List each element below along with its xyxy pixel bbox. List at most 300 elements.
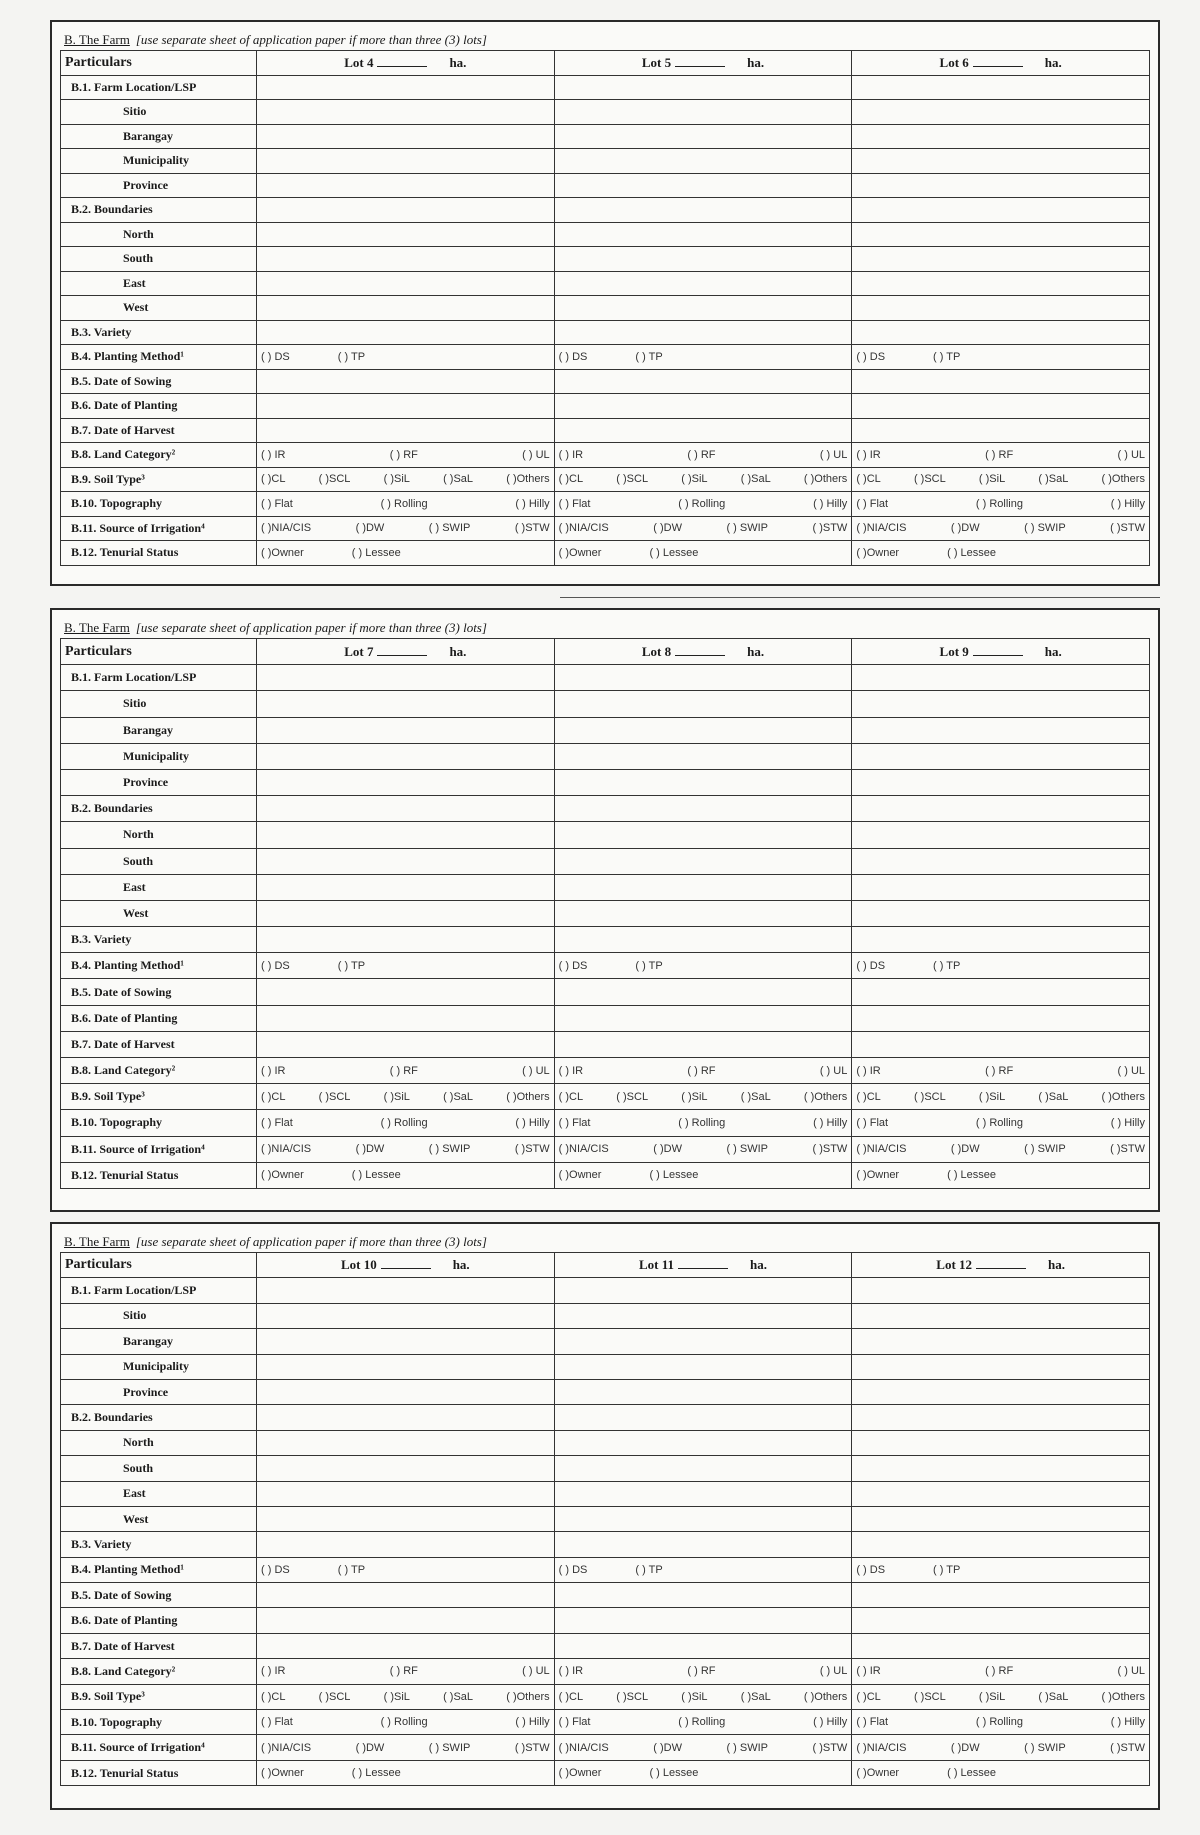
option-nia-cis-checkbox[interactable]: ( )NIA/CIS (856, 1143, 907, 1156)
lot-value-cell[interactable] (852, 1303, 1150, 1328)
lot-value-cell[interactable] (852, 1506, 1150, 1531)
lot-value-cell[interactable] (554, 1481, 852, 1506)
lot-value-cell[interactable] (257, 541, 555, 566)
lot-value-cell[interactable] (554, 1005, 852, 1031)
option-cl-checkbox[interactable]: ( )CL (558, 473, 584, 486)
lot-value-cell[interactable] (554, 691, 852, 717)
option-rf-checkbox[interactable]: ( ) RF (985, 448, 1014, 461)
option-flat-checkbox[interactable]: ( ) Flat (261, 1716, 293, 1729)
lot-value-cell[interactable] (554, 443, 852, 468)
lot-value-cell[interactable] (257, 1557, 555, 1582)
lot-value-cell[interactable] (852, 124, 1150, 149)
option-others-checkbox[interactable]: ( )Others (1101, 473, 1145, 486)
lot-value-cell[interactable] (852, 1583, 1150, 1608)
option-tp-checkbox[interactable]: ( ) TP (635, 1563, 663, 1576)
lot-value-cell[interactable] (852, 492, 1150, 517)
option-ir-checkbox[interactable]: ( ) IR (856, 448, 881, 461)
option-rolling-checkbox[interactable]: ( ) Rolling (975, 497, 1023, 510)
lot-value-cell[interactable] (257, 369, 555, 394)
option-rf-checkbox[interactable]: ( ) RF (985, 1665, 1014, 1678)
lot-value-cell[interactable] (257, 1136, 555, 1162)
option-swip-checkbox[interactable]: ( ) SWIP (1024, 1143, 1066, 1156)
option-owner-checkbox[interactable]: ( )Owner (856, 546, 900, 559)
option-swip-checkbox[interactable]: ( ) SWIP (428, 1143, 471, 1156)
option-swip-checkbox[interactable]: ( ) SWIP (1024, 1741, 1066, 1754)
lot-value-cell[interactable] (554, 222, 852, 247)
lot-value-cell[interactable] (257, 874, 555, 900)
option-cl-checkbox[interactable]: ( )CL (261, 1090, 286, 1103)
lot-value-cell[interactable] (554, 1735, 852, 1760)
option-ir-checkbox[interactable]: ( ) IR (558, 1665, 584, 1678)
option-stw-checkbox[interactable]: ( )STW (812, 1143, 848, 1156)
option-others-checkbox[interactable]: ( )Others (1101, 1690, 1145, 1703)
lot-value-cell[interactable] (257, 1710, 555, 1735)
lot-value-cell[interactable] (554, 874, 852, 900)
lot-value-cell[interactable] (852, 1608, 1150, 1633)
option-ul-checkbox[interactable]: ( ) UL (1117, 1665, 1145, 1678)
lot-value-cell[interactable] (554, 149, 852, 174)
lot-value-cell[interactable] (852, 320, 1150, 345)
option-lessee-checkbox[interactable]: ( ) Lessee (649, 1767, 699, 1779)
lot-value-cell[interactable] (257, 75, 555, 100)
lot-value-cell[interactable] (554, 665, 852, 691)
lot-value-cell[interactable] (554, 900, 852, 926)
lot-value-cell[interactable] (554, 1557, 852, 1582)
lot-value-cell[interactable] (554, 75, 852, 100)
option-flat-checkbox[interactable]: ( ) Flat (261, 1116, 293, 1129)
lot-value-cell[interactable] (554, 1379, 852, 1404)
lot-value-cell[interactable] (554, 796, 852, 822)
lot-value-cell[interactable] (257, 516, 555, 541)
lot-value-cell[interactable] (257, 953, 555, 979)
lot-value-cell[interactable] (554, 1583, 852, 1608)
option-swip-checkbox[interactable]: ( ) SWIP (726, 522, 768, 535)
lot-value-cell[interactable] (257, 1084, 555, 1110)
lot-value-cell[interactable] (554, 1031, 852, 1057)
option-sil-checkbox[interactable]: ( )SiL (681, 1690, 708, 1703)
option-dw-checkbox[interactable]: ( )DW (950, 522, 980, 535)
option-ul-checkbox[interactable]: ( ) UL (522, 1665, 550, 1678)
option-tp-checkbox[interactable]: ( ) TP (933, 959, 961, 972)
option-sil-checkbox[interactable]: ( )SiL (681, 1090, 708, 1103)
option-tp-checkbox[interactable]: ( ) TP (635, 959, 663, 972)
option-scl-checkbox[interactable]: ( )SCL (616, 1690, 649, 1703)
option-hilly-checkbox[interactable]: ( ) Hilly (515, 1116, 550, 1129)
lot-value-cell[interactable] (554, 1532, 852, 1557)
option-ul-checkbox[interactable]: ( ) UL (819, 448, 848, 461)
lot-area-field[interactable] (973, 645, 1023, 656)
option-sil-checkbox[interactable]: ( )SiL (383, 1090, 410, 1103)
option-lessee-checkbox[interactable]: ( ) Lessee (947, 1767, 997, 1779)
option-swip-checkbox[interactable]: ( ) SWIP (428, 522, 471, 535)
lot-value-cell[interactable] (257, 1633, 555, 1658)
lot-value-cell[interactable] (257, 1659, 555, 1684)
option-nia-cis-checkbox[interactable]: ( )NIA/CIS (261, 522, 312, 535)
option-lessee-checkbox[interactable]: ( ) Lessee (947, 546, 997, 559)
option-dw-checkbox[interactable]: ( )DW (355, 522, 385, 535)
option-ul-checkbox[interactable]: ( ) UL (522, 1064, 550, 1077)
lot-value-cell[interactable] (852, 848, 1150, 874)
lot-value-cell[interactable] (257, 1760, 555, 1785)
lot-value-cell[interactable] (554, 100, 852, 125)
option-others-checkbox[interactable]: ( )Others (803, 1690, 848, 1703)
option-dw-checkbox[interactable]: ( )DW (950, 1143, 980, 1156)
lot-value-cell[interactable] (554, 927, 852, 953)
lot-value-cell[interactable] (852, 1684, 1150, 1709)
lot-value-cell[interactable] (554, 124, 852, 149)
lot-value-cell[interactable] (852, 394, 1150, 419)
option-others-checkbox[interactable]: ( )Others (506, 1090, 550, 1103)
option-cl-checkbox[interactable]: ( )CL (261, 473, 286, 486)
option-others-checkbox[interactable]: ( )Others (506, 473, 550, 486)
option-stw-checkbox[interactable]: ( )STW (812, 522, 848, 535)
lot-value-cell[interactable] (852, 149, 1150, 174)
lot-value-cell[interactable] (852, 467, 1150, 492)
option-rolling-checkbox[interactable]: ( ) Rolling (380, 1116, 428, 1129)
option-hilly-checkbox[interactable]: ( ) Hilly (1110, 1716, 1145, 1729)
lot-area-field[interactable] (675, 56, 725, 67)
option-nia-cis-checkbox[interactable]: ( )NIA/CIS (558, 1741, 609, 1754)
lot-value-cell[interactable] (257, 1354, 555, 1379)
lot-value-cell[interactable] (257, 1506, 555, 1531)
option-stw-checkbox[interactable]: ( )STW (514, 1143, 550, 1156)
option-rolling-checkbox[interactable]: ( ) Rolling (380, 497, 428, 510)
lot-value-cell[interactable] (852, 900, 1150, 926)
option-owner-checkbox[interactable]: ( )Owner (856, 1767, 900, 1779)
option-scl-checkbox[interactable]: ( )SCL (913, 1690, 946, 1703)
option-ul-checkbox[interactable]: ( ) UL (819, 1665, 848, 1678)
option-sil-checkbox[interactable]: ( )SiL (978, 1090, 1006, 1103)
option-sil-checkbox[interactable]: ( )SiL (383, 1690, 410, 1703)
lot-value-cell[interactable] (852, 271, 1150, 296)
lot-value-cell[interactable] (554, 1710, 852, 1735)
lot-value-cell[interactable] (852, 1354, 1150, 1379)
option-rf-checkbox[interactable]: ( ) RF (389, 1064, 418, 1077)
lot-value-cell[interactable] (257, 822, 555, 848)
option-lessee-checkbox[interactable]: ( ) Lessee (351, 1767, 401, 1779)
option-sal-checkbox[interactable]: ( )SaL (1038, 1090, 1069, 1103)
lot-value-cell[interactable] (554, 1303, 852, 1328)
option-nia-cis-checkbox[interactable]: ( )NIA/CIS (856, 522, 907, 535)
option-flat-checkbox[interactable]: ( ) Flat (558, 1716, 591, 1729)
lot-value-cell[interactable] (554, 1110, 852, 1136)
lot-value-cell[interactable] (852, 222, 1150, 247)
lot-value-cell[interactable] (852, 1058, 1150, 1084)
lot-value-cell[interactable] (257, 443, 555, 468)
lot-value-cell[interactable] (554, 418, 852, 443)
option-rolling-checkbox[interactable]: ( ) Rolling (975, 1116, 1023, 1129)
option-ds-checkbox[interactable]: ( ) DS (856, 959, 886, 972)
lot-value-cell[interactable] (852, 1532, 1150, 1557)
option-dw-checkbox[interactable]: ( )DW (355, 1143, 385, 1156)
lot-value-cell[interactable] (852, 1379, 1150, 1404)
option-cl-checkbox[interactable]: ( )CL (558, 1090, 584, 1103)
option-ds-checkbox[interactable]: ( ) DS (558, 350, 588, 363)
lot-value-cell[interactable] (257, 296, 555, 321)
lot-value-cell[interactable] (852, 443, 1150, 468)
lot-value-cell[interactable] (852, 927, 1150, 953)
lot-value-cell[interactable] (852, 1084, 1150, 1110)
option-ir-checkbox[interactable]: ( ) IR (558, 1064, 584, 1077)
lot-value-cell[interactable] (554, 271, 852, 296)
lot-value-cell[interactable] (257, 1303, 555, 1328)
option-ds-checkbox[interactable]: ( ) DS (261, 350, 290, 363)
lot-value-cell[interactable] (554, 717, 852, 743)
lot-value-cell[interactable] (852, 1162, 1150, 1188)
option-owner-checkbox[interactable]: ( )Owner (558, 1767, 602, 1779)
lot-value-cell[interactable] (852, 100, 1150, 125)
lot-value-cell[interactable] (257, 796, 555, 822)
lot-value-cell[interactable] (852, 369, 1150, 394)
option-flat-checkbox[interactable]: ( ) Flat (558, 497, 591, 510)
option-scl-checkbox[interactable]: ( )SCL (318, 1090, 351, 1103)
lot-value-cell[interactable] (554, 296, 852, 321)
lot-value-cell[interactable] (257, 979, 555, 1005)
option-stw-checkbox[interactable]: ( )STW (1110, 522, 1145, 535)
option-ir-checkbox[interactable]: ( ) IR (558, 448, 584, 461)
option-swip-checkbox[interactable]: ( ) SWIP (726, 1143, 768, 1156)
lot-value-cell[interactable] (554, 1329, 852, 1354)
option-ds-checkbox[interactable]: ( ) DS (558, 1563, 588, 1576)
option-sil-checkbox[interactable]: ( )SiL (978, 473, 1006, 486)
lot-value-cell[interactable] (852, 1430, 1150, 1455)
lot-value-cell[interactable] (257, 848, 555, 874)
lot-value-cell[interactable] (257, 492, 555, 517)
option-scl-checkbox[interactable]: ( )SCL (616, 473, 649, 486)
lot-value-cell[interactable] (852, 1110, 1150, 1136)
lot-value-cell[interactable] (257, 173, 555, 198)
option-scl-checkbox[interactable]: ( )SCL (913, 1090, 946, 1103)
option-sal-checkbox[interactable]: ( )SaL (443, 473, 474, 486)
lot-value-cell[interactable] (257, 1405, 555, 1430)
lot-value-cell[interactable] (554, 1058, 852, 1084)
lot-value-cell[interactable] (257, 1608, 555, 1633)
option-others-checkbox[interactable]: ( )Others (803, 1090, 848, 1103)
lot-value-cell[interactable] (852, 1329, 1150, 1354)
option-sal-checkbox[interactable]: ( )SaL (443, 1690, 474, 1703)
lot-value-cell[interactable] (257, 665, 555, 691)
lot-value-cell[interactable] (257, 394, 555, 419)
lot-value-cell[interactable] (852, 1710, 1150, 1735)
option-sil-checkbox[interactable]: ( )SiL (978, 1690, 1006, 1703)
option-owner-checkbox[interactable]: ( )Owner (261, 1169, 304, 1182)
option-lessee-checkbox[interactable]: ( ) Lessee (649, 1169, 699, 1182)
lot-value-cell[interactable] (852, 247, 1150, 272)
lot-value-cell[interactable] (257, 198, 555, 223)
lot-value-cell[interactable] (257, 1379, 555, 1404)
option-ul-checkbox[interactable]: ( ) UL (819, 1064, 848, 1077)
option-ds-checkbox[interactable]: ( ) DS (558, 959, 588, 972)
lot-value-cell[interactable] (257, 1481, 555, 1506)
option-owner-checkbox[interactable]: ( )Owner (558, 546, 602, 559)
lot-value-cell[interactable] (554, 979, 852, 1005)
option-dw-checkbox[interactable]: ( )DW (355, 1741, 385, 1754)
lot-value-cell[interactable] (852, 516, 1150, 541)
lot-value-cell[interactable] (257, 1058, 555, 1084)
lot-value-cell[interactable] (852, 1557, 1150, 1582)
lot-value-cell[interactable] (852, 1405, 1150, 1430)
option-rf-checkbox[interactable]: ( ) RF (687, 1665, 716, 1678)
lot-value-cell[interactable] (554, 1162, 852, 1188)
lot-value-cell[interactable] (554, 467, 852, 492)
lot-value-cell[interactable] (852, 953, 1150, 979)
option-scl-checkbox[interactable]: ( )SCL (616, 1090, 649, 1103)
option-others-checkbox[interactable]: ( )Others (506, 1690, 550, 1703)
lot-value-cell[interactable] (554, 492, 852, 517)
lot-value-cell[interactable] (852, 541, 1150, 566)
option-owner-checkbox[interactable]: ( )Owner (261, 1767, 304, 1779)
option-swip-checkbox[interactable]: ( ) SWIP (428, 1741, 471, 1754)
lot-value-cell[interactable] (257, 418, 555, 443)
lot-value-cell[interactable] (257, 1684, 555, 1709)
option-flat-checkbox[interactable]: ( ) Flat (856, 1716, 889, 1729)
option-ir-checkbox[interactable]: ( ) IR (856, 1665, 881, 1678)
lot-area-field[interactable] (973, 56, 1023, 67)
option-tp-checkbox[interactable]: ( ) TP (933, 350, 961, 363)
lot-area-field[interactable] (377, 645, 427, 656)
option-nia-cis-checkbox[interactable]: ( )NIA/CIS (261, 1143, 312, 1156)
lot-value-cell[interactable] (852, 198, 1150, 223)
lot-value-cell[interactable] (257, 1456, 555, 1481)
option-rf-checkbox[interactable]: ( ) RF (687, 1064, 716, 1077)
lot-value-cell[interactable] (257, 1329, 555, 1354)
option-scl-checkbox[interactable]: ( )SCL (913, 473, 946, 486)
lot-value-cell[interactable] (852, 75, 1150, 100)
option-dw-checkbox[interactable]: ( )DW (653, 1143, 682, 1156)
lot-value-cell[interactable] (554, 848, 852, 874)
option-sal-checkbox[interactable]: ( )SaL (1038, 473, 1069, 486)
lot-value-cell[interactable] (257, 1162, 555, 1188)
option-ds-checkbox[interactable]: ( ) DS (261, 1563, 290, 1576)
option-rf-checkbox[interactable]: ( ) RF (389, 448, 418, 461)
lot-value-cell[interactable] (852, 979, 1150, 1005)
option-ir-checkbox[interactable]: ( ) IR (261, 1064, 286, 1077)
lot-value-cell[interactable] (257, 124, 555, 149)
lot-value-cell[interactable] (554, 516, 852, 541)
lot-value-cell[interactable] (554, 198, 852, 223)
option-rolling-checkbox[interactable]: ( ) Rolling (678, 1116, 726, 1129)
option-hilly-checkbox[interactable]: ( ) Hilly (1110, 497, 1145, 510)
option-others-checkbox[interactable]: ( )Others (803, 473, 848, 486)
lot-value-cell[interactable] (852, 1456, 1150, 1481)
option-hilly-checkbox[interactable]: ( ) Hilly (1110, 1116, 1145, 1129)
lot-value-cell[interactable] (852, 691, 1150, 717)
option-scl-checkbox[interactable]: ( )SCL (318, 1690, 351, 1703)
option-nia-cis-checkbox[interactable]: ( )NIA/CIS (856, 1741, 907, 1754)
lot-value-cell[interactable] (554, 1684, 852, 1709)
lot-value-cell[interactable] (852, 769, 1150, 795)
lot-value-cell[interactable] (257, 149, 555, 174)
lot-value-cell[interactable] (852, 296, 1150, 321)
option-ds-checkbox[interactable]: ( ) DS (856, 1563, 886, 1576)
option-sal-checkbox[interactable]: ( )SaL (740, 1090, 771, 1103)
lot-area-field[interactable] (381, 1258, 431, 1269)
lot-value-cell[interactable] (852, 418, 1150, 443)
lot-value-cell[interactable] (257, 1278, 555, 1303)
option-sil-checkbox[interactable]: ( )SiL (681, 473, 708, 486)
lot-value-cell[interactable] (257, 927, 555, 953)
option-hilly-checkbox[interactable]: ( ) Hilly (813, 497, 848, 510)
option-ul-checkbox[interactable]: ( ) UL (1117, 448, 1145, 461)
lot-value-cell[interactable] (554, 1278, 852, 1303)
option-swip-checkbox[interactable]: ( ) SWIP (1024, 522, 1066, 535)
option-cl-checkbox[interactable]: ( )CL (856, 473, 881, 486)
option-owner-checkbox[interactable]: ( )Owner (558, 1169, 602, 1182)
lot-value-cell[interactable] (554, 1506, 852, 1531)
lot-value-cell[interactable] (852, 1481, 1150, 1506)
lot-value-cell[interactable] (852, 1760, 1150, 1785)
lot-value-cell[interactable] (257, 1735, 555, 1760)
option-owner-checkbox[interactable]: ( )Owner (856, 1169, 900, 1182)
lot-value-cell[interactable] (257, 247, 555, 272)
lot-value-cell[interactable] (554, 1633, 852, 1658)
option-dw-checkbox[interactable]: ( )DW (653, 1741, 682, 1754)
lot-value-cell[interactable] (852, 173, 1150, 198)
lot-value-cell[interactable] (554, 1405, 852, 1430)
lot-value-cell[interactable] (852, 717, 1150, 743)
lot-value-cell[interactable] (257, 320, 555, 345)
option-flat-checkbox[interactable]: ( ) Flat (558, 1116, 591, 1129)
option-tp-checkbox[interactable]: ( ) TP (933, 1563, 961, 1576)
lot-value-cell[interactable] (257, 1583, 555, 1608)
option-dw-checkbox[interactable]: ( )DW (950, 1741, 980, 1754)
lot-value-cell[interactable] (852, 1005, 1150, 1031)
option-stw-checkbox[interactable]: ( )STW (812, 1741, 848, 1754)
lot-value-cell[interactable] (852, 796, 1150, 822)
lot-value-cell[interactable] (257, 900, 555, 926)
option-rf-checkbox[interactable]: ( ) RF (985, 1064, 1014, 1077)
lot-value-cell[interactable] (554, 1608, 852, 1633)
option-ir-checkbox[interactable]: ( ) IR (261, 448, 286, 461)
option-sil-checkbox[interactable]: ( )SiL (383, 473, 410, 486)
lot-value-cell[interactable] (257, 1532, 555, 1557)
option-stw-checkbox[interactable]: ( )STW (1110, 1143, 1145, 1156)
lot-area-field[interactable] (976, 1258, 1026, 1269)
option-swip-checkbox[interactable]: ( ) SWIP (726, 1741, 768, 1754)
lot-value-cell[interactable] (554, 1659, 852, 1684)
lot-value-cell[interactable] (257, 691, 555, 717)
option-rolling-checkbox[interactable]: ( ) Rolling (678, 1716, 726, 1729)
option-hilly-checkbox[interactable]: ( ) Hilly (515, 497, 550, 510)
option-stw-checkbox[interactable]: ( )STW (514, 522, 550, 535)
lot-value-cell[interactable] (257, 467, 555, 492)
lot-value-cell[interactable] (852, 874, 1150, 900)
lot-value-cell[interactable] (257, 769, 555, 795)
lot-value-cell[interactable] (554, 1084, 852, 1110)
option-flat-checkbox[interactable]: ( ) Flat (856, 1116, 889, 1129)
option-rolling-checkbox[interactable]: ( ) Rolling (975, 1716, 1023, 1729)
option-scl-checkbox[interactable]: ( )SCL (318, 473, 351, 486)
lot-value-cell[interactable] (257, 100, 555, 125)
option-ds-checkbox[interactable]: ( ) DS (261, 959, 290, 972)
lot-value-cell[interactable] (554, 822, 852, 848)
lot-value-cell[interactable] (554, 743, 852, 769)
lot-value-cell[interactable] (554, 1760, 852, 1785)
option-stw-checkbox[interactable]: ( )STW (1110, 1741, 1145, 1754)
option-tp-checkbox[interactable]: ( ) TP (337, 350, 366, 363)
lot-value-cell[interactable] (257, 1031, 555, 1057)
option-sal-checkbox[interactable]: ( )SaL (1038, 1690, 1069, 1703)
lot-value-cell[interactable] (852, 345, 1150, 370)
option-ul-checkbox[interactable]: ( ) UL (1117, 1064, 1145, 1077)
lot-value-cell[interactable] (852, 1659, 1150, 1684)
option-sal-checkbox[interactable]: ( )SaL (740, 473, 771, 486)
lot-area-field[interactable] (678, 1258, 728, 1269)
lot-value-cell[interactable] (554, 345, 852, 370)
option-rf-checkbox[interactable]: ( ) RF (389, 1665, 418, 1678)
option-nia-cis-checkbox[interactable]: ( )NIA/CIS (261, 1741, 312, 1754)
lot-value-cell[interactable] (257, 743, 555, 769)
